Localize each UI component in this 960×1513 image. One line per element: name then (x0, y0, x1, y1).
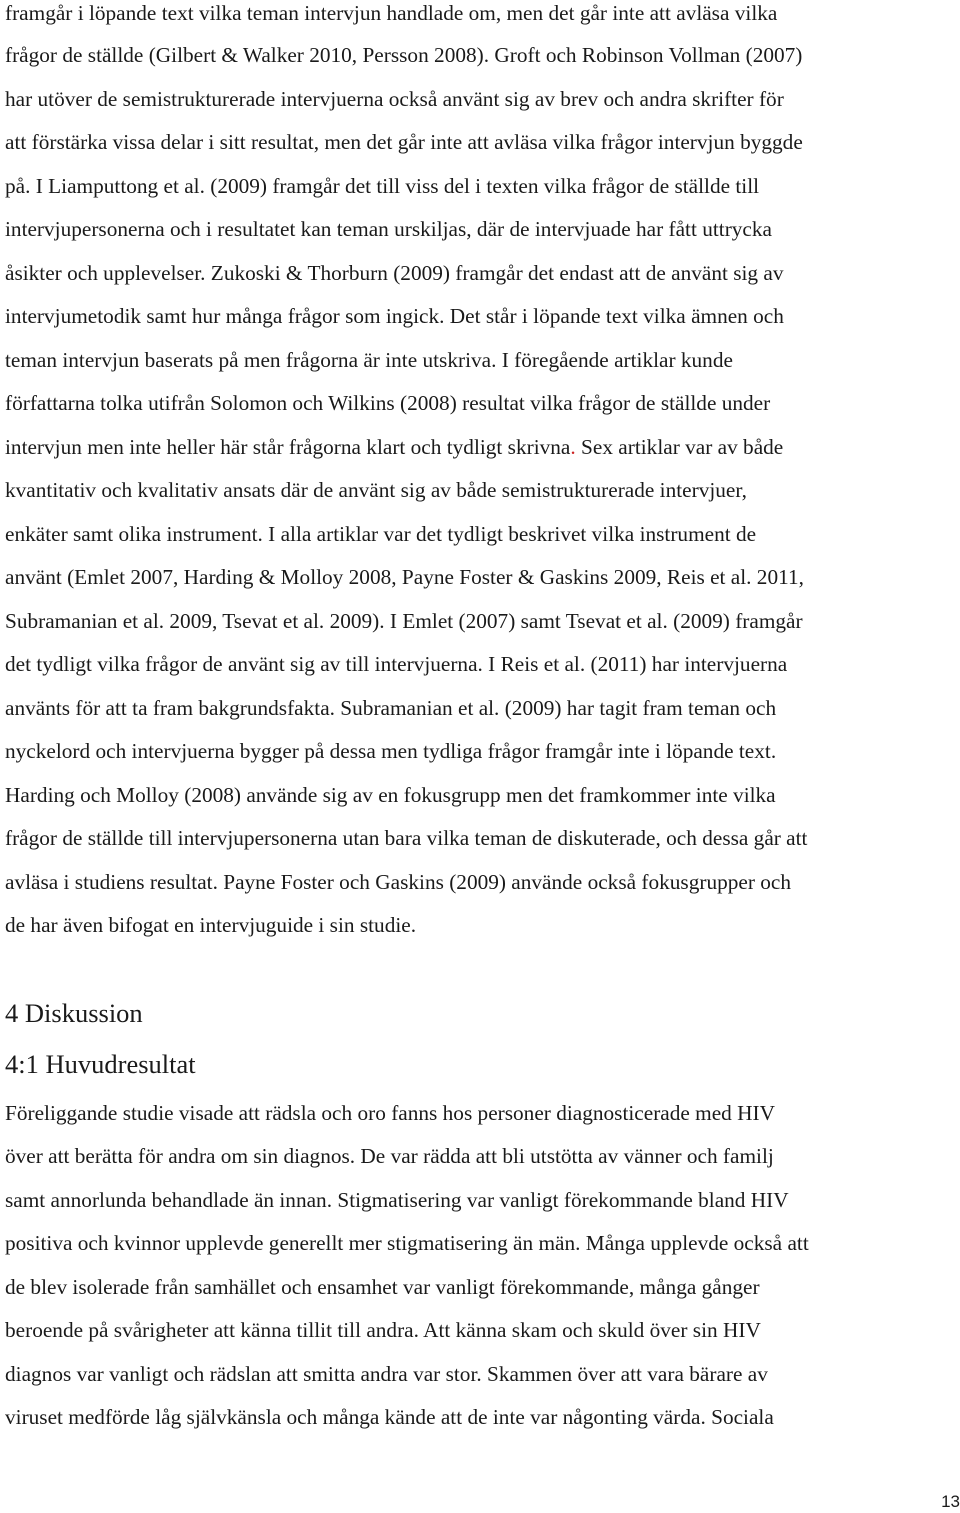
text-line: teman intervjun baserats på men frågorna är inte utskriva. I föregående artiklar kunde (5, 348, 733, 372)
text-line: beroende på svårigheter att känna tillit till andra. Att känna skam och skuld över sin HIV (5, 1318, 761, 1342)
text-line: frågor de ställde till intervjupersonerna utan bara vilka teman de diskuterade, och dessa går att (5, 826, 808, 850)
text-segment: Sex artiklar var av både (581, 435, 784, 459)
text-line: enkäter samt olika instrument. I alla artiklar var det tydligt beskrivet vilka instrument de (5, 522, 757, 546)
text-line: Föreliggande studie visade att rädsla och oro fanns hos personer diagnosticerade med HIV (5, 1101, 776, 1125)
text-line: över att berätta för andra om sin diagnos. De var rädda att bli utstötta av vänner och familj (5, 1144, 774, 1168)
text-line: viruset medförde låg självkänsla och många kände att de inte var någonting värda. Sociala (5, 1405, 774, 1429)
text-line (5, 434, 783, 460)
text-line: åsikter och upplevelser. Zukoski & Thorburn (2009) framgår det endast att de använt sig av (5, 261, 784, 285)
document-page (5, 0, 957, 1513)
section-heading: 4 Diskussion (5, 998, 143, 1028)
text-line: kvantitativ och kvalitativ ansats där de använt sig av både semistrukturerade intervjuer, (5, 478, 747, 502)
text-line: att förstärka vissa delar i sitt resultat, men det går inte att avläsa vilka frågor intervjun byggde (5, 130, 803, 154)
text-line: använt (Emlet 2007, Harding & Molloy 2008, Payne Foster & Gaskins 2009, Reis et al. 2011, (5, 565, 804, 589)
text-line: författarna tolka utifrån Solomon och Wilkins (2008) resultat vilka frågor de ställde under (5, 391, 771, 415)
red-period: . (570, 435, 576, 459)
text-line: Harding och Molloy (2008) använde sig av en fokusgrupp men det framkommer inte vilka (5, 783, 776, 807)
subsection-heading: 4:1 Huvudresultat (5, 1049, 196, 1079)
text-line: samt annorlunda behandlade än innan. Stigmatisering var vanligt förekommande bland HIV (5, 1188, 789, 1212)
text-line: positiva och kvinnor upplevde generellt mer stigmatisering än män. Många upplevde också att (5, 1231, 809, 1255)
text-line: använts för att ta fram bakgrundsfakta. Subramanian et al. (2009) har tagit fram teman och (5, 696, 777, 720)
text-line: det tydligt vilka frågor de använt sig av till intervjuerna. I Reis et al. (2011) har intervjuerna (5, 652, 788, 676)
text-line: de har även bifogat en intervjuguide i sin studie. (5, 913, 417, 937)
text-line: avläsa i studiens resultat. Payne Foster och Gaskins (2009) använde också fokusgrupper och (5, 870, 792, 894)
text-line: frågor de ställde (Gilbert & Walker 2010, Persson 2008). Groft och Robinson Vollman (2007) (5, 43, 803, 67)
page-number: 13 (941, 1492, 960, 1511)
text-line: på. I Liamputtong et al. (2009) framgår det till viss del i texten vilka frågor de ställde till (5, 174, 760, 198)
text-line: diagnos var vanligt och rädslan att smitta andra var stor. Skammen över att vara bärare av (5, 1362, 768, 1386)
text-line: intervjupersonerna och i resultatet kan teman urskiljas, där de intervjuade har fått uttrycka (5, 217, 772, 241)
text-line: de blev isolerade från samhället och ensamhet var vanligt förekommande, många gånger (5, 1275, 760, 1299)
text-line: framgår i löpande text vilka teman intervjun handlade om, men det går inte att avläsa vilka (5, 1, 778, 25)
text-line: nyckelord och intervjuerna bygger på dessa men tydliga frågor framgår inte i löpande text. (5, 739, 777, 763)
text-line: intervjumetodik samt hur många frågor som ingick. Det står i löpande text vilka ämnen och (5, 304, 784, 328)
text-line: Subramanian et al. 2009, Tsevat et al. 2009). I Emlet (2007) samt Tsevat et al. (2009) framgår (5, 609, 803, 633)
text-line: har utöver de semistrukturerade intervjuerna också använt sig av brev och andra skrifter för (5, 87, 784, 111)
text-segment: intervjun men inte heller här står frågorna klart och tydligt skrivna (5, 435, 571, 459)
